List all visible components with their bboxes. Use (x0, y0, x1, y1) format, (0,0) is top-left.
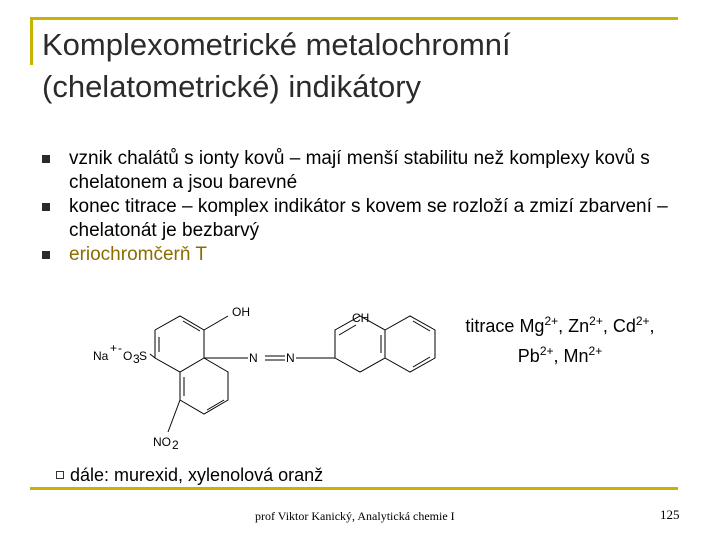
zn-charge: 2+ (589, 314, 603, 328)
sub-bullet-text: dále: murexid, xylenolová oranž (70, 465, 324, 485)
title-line-2: (chelatometrické) indikátory (42, 69, 422, 104)
bullet-text: konec titrace – komplex indikátor s kovem se rozloží a zmizí zbarvení – chelatonát je bezbarvý (69, 196, 668, 241)
cd-charge: 2+ (635, 314, 650, 328)
pb-charge: 2+ (539, 344, 554, 358)
titration-line-1 (440, 309, 680, 339)
azo-n1-label: N (249, 351, 258, 365)
sulfonate-charge-label: - (118, 341, 122, 355)
sodium-charge-label: + (110, 341, 118, 355)
hydroxyl-label: OH (232, 305, 250, 319)
nitro-subscript-label: 2 (172, 438, 179, 452)
ch-label: CH (352, 311, 370, 325)
sub-bullet (70, 464, 323, 486)
mg-charge: 2+ (544, 314, 559, 328)
page-number: 125 (660, 507, 680, 522)
mn-charge: 2+ (588, 344, 603, 358)
titration-metals (440, 309, 680, 369)
azo-n2-label: N (286, 351, 295, 365)
bullet-text: eriochromčerň T (69, 244, 207, 265)
mn-text: , Mn (553, 346, 589, 366)
nitro-label: NO (153, 435, 171, 449)
bullet-text: vznik chalátů s ionty kovů – mají menší stabilitu než komplexy kovů s chelatonem a jsou barevné (69, 148, 650, 193)
pb-text: Pb (517, 346, 540, 366)
sulfonate-subscript-label: 3 (133, 352, 140, 366)
sulfonate-s-label: S (139, 349, 148, 363)
titration-line-2 (440, 339, 680, 369)
cd-text: , Cd (602, 316, 636, 336)
comma-text: , (649, 316, 655, 336)
sulfonate-o-label: O (123, 349, 133, 363)
zn-text: , Zn (558, 316, 590, 336)
hollow-square-bullet-icon (56, 471, 64, 479)
footer-author: prof Viktor Kanický, Analytická chemie I (255, 509, 455, 523)
structure-bonds (150, 316, 435, 432)
sodium-label: Na (93, 349, 109, 363)
content-frame-bottom (30, 487, 678, 490)
titration-prefix: titrace Mg (465, 316, 545, 336)
title-line-1: Komplexometrické metalochromní (42, 27, 511, 62)
